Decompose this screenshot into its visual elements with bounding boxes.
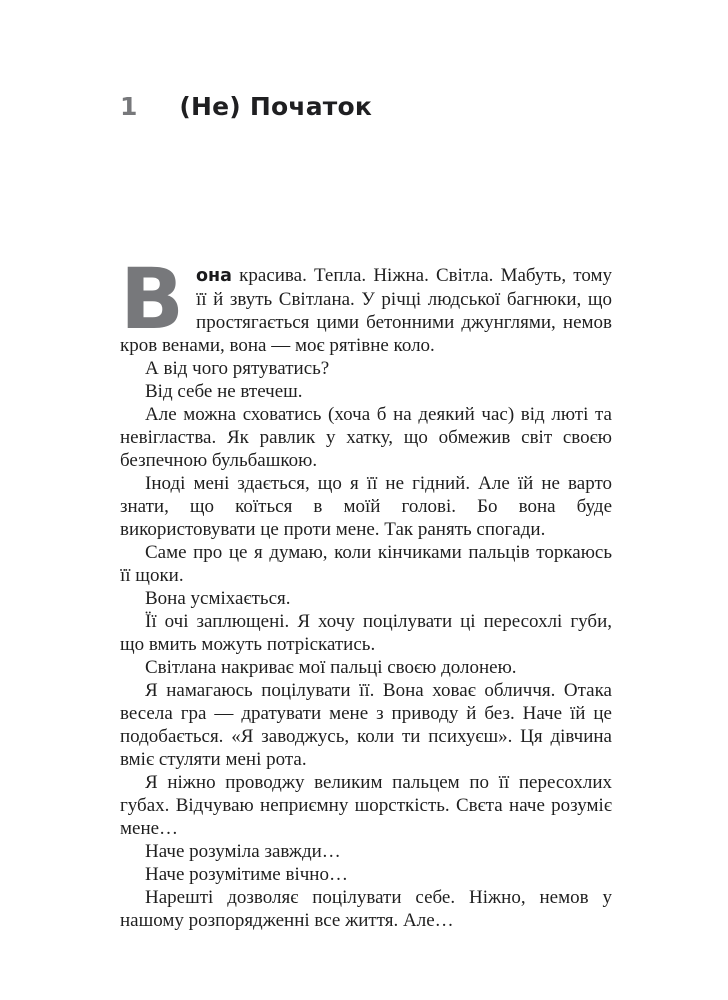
paragraph: Я ніжно проводжу великим пальцем по її пересохлих губах. Відчуваю неприємну шорсткість. Свєта наче розуміє мене… [120,772,612,839]
paragraph: Вона усміхається. [145,588,291,609]
paragraph: Але можна сховатись (хоча б на деякий час) від люті та невігластва. Як равлик у хатку, що обмежив світ своєю безпечною бульбашкою. [120,404,612,471]
paragraph: Я намагаюсь поцілувати її. Вона ховає обличчя. Отака весела гра — дратувати мене з приводу й без. Наче їй це подобається. «Я заводжусь, коли ти психуєш». Ця дівчина вміє стуляти мені рота. [120,680,612,770]
body-text [120,250,612,932]
paragraph: А від чого рятуватись? [145,358,330,379]
opening-paragraph [120,250,612,357]
drop-cap-letter: В [120,250,185,348]
paragraph: Наче розумітиме вічно… [145,864,348,885]
chapter-number: 1 [120,92,138,121]
paragraph: Нарешті дозволяє поцілувати себе. Ніжно, немов у нашому розпорядженні все життя. Але… [120,887,612,931]
paragraph: Світлана накриває мої пальці своєю долонею. [145,657,517,678]
paragraph: Від себе не втечеш. [145,381,303,402]
opening-paragraph-text: красива. Тепла. Ніжна. Світла. Мабуть, тому її й звуть Світлана. У річці людської багнюки, що простягається цими бетонними джунглями, немов кров венами, вона — моє рятівне коло. [120,265,612,356]
lead-word: она [196,266,232,286]
paragraph: Саме про це я думаю, коли кінчиками пальців торкаюсь її щоки. [120,542,612,586]
paragraph: Іноді мені здається, що я її не гідний. Але їй не варто знати, що коїться в моїй голові. Бо вона буде використовувати це проти мене. Так ранять спогади. [120,473,612,540]
chapter-title: (Не) Початок [179,92,373,121]
paragraph: Її очі заплющені. Я хочу поцілувати ці пересохлі губи, що вмить можуть потріскатись. [120,611,612,655]
chapter-header [120,94,372,119]
paragraph: Наче розуміла завжди… [145,841,341,862]
